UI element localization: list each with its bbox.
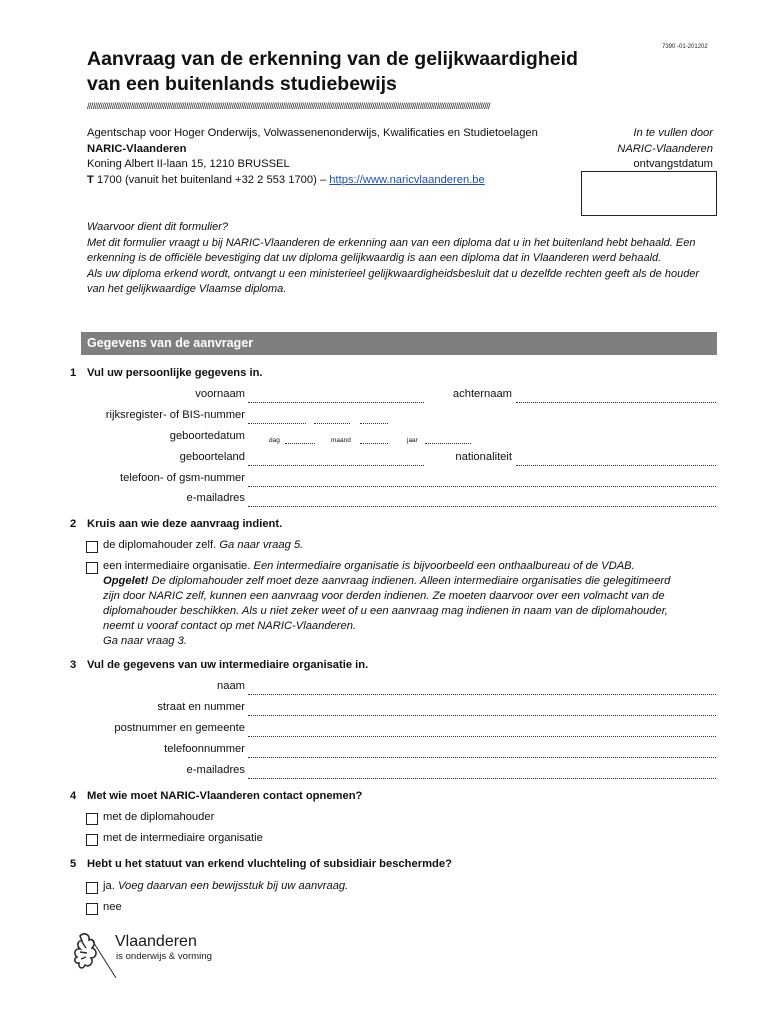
website-link[interactable]: https://www.naricvlaanderen.be <box>329 173 485 186</box>
agency-name: Agentschap voor Hoger Onderwijs, Volwassenenonderwijs, Kwalificaties en Studietoelagen <box>87 127 538 139</box>
question-number: 3 <box>70 659 77 671</box>
label-year: jaar <box>407 437 418 444</box>
intro-heading: Waarvoor dient dit formulier? <box>87 221 229 233</box>
question-number: 5 <box>70 858 77 870</box>
label-email: e-mailadres <box>186 492 245 504</box>
birth-day-field[interactable] <box>285 443 315 444</box>
birth-month-field[interactable] <box>360 443 388 444</box>
org-postal-field[interactable] <box>248 736 716 737</box>
intro-text <box>87 220 717 298</box>
option-refugee-yes <box>103 879 348 894</box>
last-name-field[interactable] <box>516 402 716 403</box>
slash-divider: //////////////////////////////////////////////////////////////////////////////////////////////////////////////////////////////////////////////////////////////////////////////////////////////////////////////////// <box>87 101 490 111</box>
nationality-field[interactable] <box>516 465 716 466</box>
office-line-2: NARIC-Vlaanderen <box>617 142 713 155</box>
agency-contact <box>87 173 538 189</box>
national-number-part-2[interactable] <box>314 423 350 424</box>
label-org-street: straat en nummer <box>157 701 245 713</box>
question-title: Kruis aan wie deze aanvraag indient. <box>87 518 283 530</box>
question-title: Hebt u het statuut van erkend vluchteling of subsidiair beschermde? <box>87 858 452 870</box>
label-national-number: rijksregister- of BIS-nummer <box>105 409 245 421</box>
first-name-field[interactable] <box>248 402 424 403</box>
label-last-name: achternaam <box>452 388 512 400</box>
label-org-email: e-mailadres <box>186 764 245 776</box>
agency-phone: 1700 (vanuit het buitenland +32 2 553 1700) – <box>93 173 330 186</box>
option-contact-org: met de intermediaire organisatie <box>103 832 263 844</box>
phone-prefix: T <box>87 173 94 186</box>
page-title <box>87 47 578 97</box>
label-first-name: voornaam <box>195 388 245 400</box>
warning-line-2: zijn door NARIC zelf, kunnen een aanvraag voor derden indienen. Ze moeten daarvoor over een volmacht van de <box>103 590 665 602</box>
checkbox-refugee-no[interactable] <box>86 903 98 915</box>
option-contact-holder: met de diplomahouder <box>103 811 215 823</box>
question-number: 4 <box>70 790 77 802</box>
agency-address <box>87 126 538 188</box>
option-text: ja. <box>103 880 118 892</box>
checkbox-diploma-holder[interactable] <box>86 541 98 553</box>
label-org-phone: telefoonnummer <box>164 743 245 755</box>
intro-paragraph-1: Met dit formulier vraagt u bij NARIC-Vlaanderen de erkenning aan van een diploma dat u in het buitenland hebt behaald. Een erkenning is de officiële bevestiging dat uw diploma gelijkwaardig is aan een diploma dat in Vlaanderen werd behaald. <box>87 236 696 264</box>
option-diploma-holder <box>103 538 303 553</box>
form-code: 7390 -01-201202 <box>662 44 708 50</box>
option-text: een intermediaire organisatie. <box>103 560 254 572</box>
org-name-field[interactable] <box>248 694 716 695</box>
label-nationality: nationaliteit <box>455 451 512 463</box>
birth-year-field[interactable] <box>425 443 471 444</box>
title-line-1: Aanvraag van de erkenning van de gelijkwaardigheid <box>87 48 578 70</box>
org-phone-field[interactable] <box>248 757 716 758</box>
warning-label: Opgelet! <box>103 575 149 587</box>
label-org-postal: postnummer en gemeente <box>114 722 245 734</box>
receipt-date-box <box>581 171 717 216</box>
logo-name: Vlaanderen <box>115 933 197 950</box>
warning-line-4: neemt u vooraf contact op met NARIC-Vlaanderen. <box>103 620 357 632</box>
label-birth-country: geboorteland <box>179 451 245 463</box>
birth-country-field[interactable] <box>248 465 424 466</box>
label-phone: telefoon- of gsm-nummer <box>120 472 245 484</box>
checkbox-intermediary[interactable] <box>86 562 98 574</box>
warning-line-1: De diplomahouder zelf moet deze aanvraag indienen. Alleen intermediaire organisaties die gelegitimeerd <box>148 575 671 587</box>
question-title: Vul uw persoonlijke gegevens in. <box>87 367 263 379</box>
option-goto: Ga naar vraag 5. <box>219 539 304 551</box>
option-note: Een intermediaire organisatie is bijvoorbeeld een onthaalbureau of de VDAB. <box>253 560 635 572</box>
question-number: 2 <box>70 518 77 530</box>
agency-street: Koning Albert II-laan 15, 1210 BRUSSEL <box>87 158 290 171</box>
office-line-3: ontvangstdatum <box>633 158 713 171</box>
option-goto: Ga naar vraag 3. <box>103 635 187 647</box>
national-number-part-1[interactable] <box>248 423 306 424</box>
warning-line-3: diplomahouder beschikken. Als u niet zeker weet of u een aanvraag mag indienen in naam van de diplomahouder, <box>103 605 668 617</box>
office-use-label <box>560 126 713 173</box>
label-month: maand <box>331 437 351 444</box>
checkbox-contact-org[interactable] <box>86 834 98 846</box>
question-title: Vul de gegevens van uw intermediaire organisatie in. <box>87 659 369 671</box>
logo-subtitle: is onderwijs & vorming <box>116 951 212 962</box>
checkbox-refugee-yes[interactable] <box>86 882 98 894</box>
flemish-lion-icon <box>70 928 120 978</box>
agency-department: NARIC-Vlaanderen <box>87 142 187 155</box>
office-line-1: In te vullen door <box>633 127 713 139</box>
label-org-name: naam <box>217 680 245 692</box>
question-title: Met wie moet NARIC-Vlaanderen contact opnemen? <box>87 790 363 802</box>
title-line-2: van een buitenlands studiebewijs <box>87 73 397 95</box>
option-note: Voeg daarvan een bewijsstuk bij uw aanvraag. <box>117 880 349 892</box>
phone-field[interactable] <box>248 486 716 487</box>
org-email-field[interactable] <box>248 778 716 779</box>
national-number-part-3[interactable] <box>360 423 388 424</box>
checkbox-contact-holder[interactable] <box>86 813 98 825</box>
intro-paragraph-2: Als uw diploma erkend wordt, ontvangt u een ministerieel gelijkwaardigheidsbesluit dat u dezelfde rechten geeft als de houder van het gelijkwaardige Vlaamse diploma. <box>87 267 700 295</box>
question-number: 1 <box>70 367 77 379</box>
email-field[interactable] <box>248 506 716 507</box>
label-day: dag <box>269 437 280 444</box>
option-intermediary <box>103 559 723 649</box>
option-refugee-no: nee <box>103 901 122 913</box>
option-text: de diplomahouder zelf. <box>103 539 220 551</box>
label-birth-date: geboortedatum <box>169 430 245 442</box>
org-street-field[interactable] <box>248 715 716 716</box>
section-header: Gegevens van de aanvrager <box>81 332 717 355</box>
